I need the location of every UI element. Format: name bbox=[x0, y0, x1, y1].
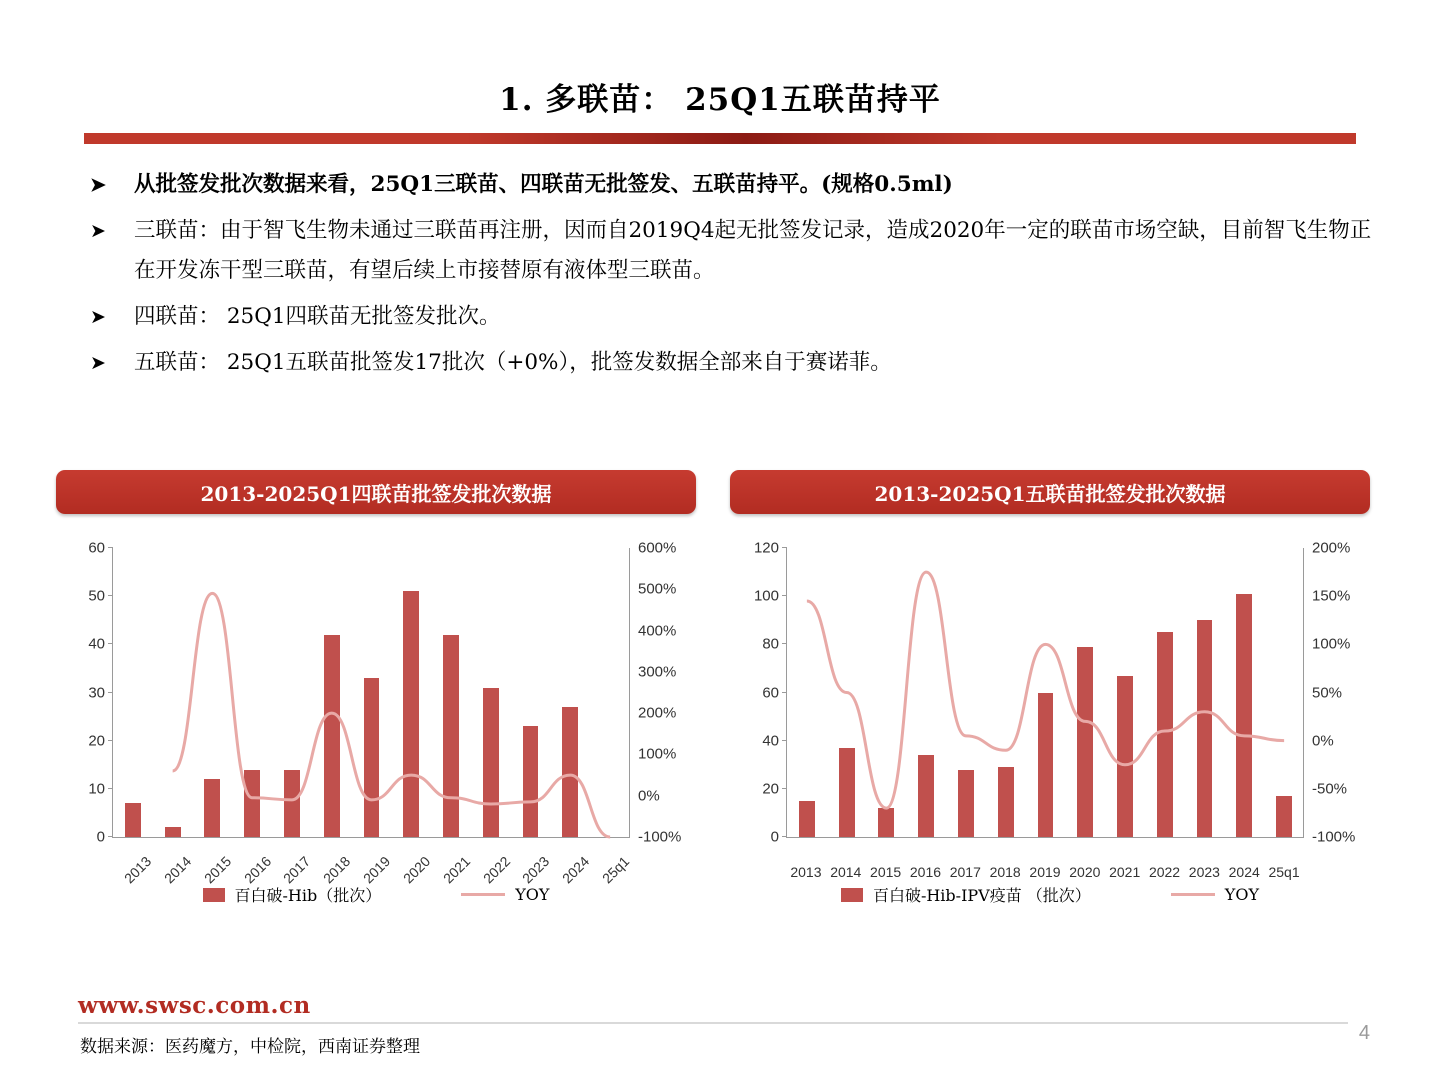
secondary-axis-tick-label: 100% bbox=[1312, 635, 1351, 653]
yoy-line bbox=[787, 548, 1304, 837]
list-item bbox=[78, 165, 1378, 205]
x-axis-tick-label: 2015 bbox=[870, 864, 902, 880]
chart-legend bbox=[730, 883, 1370, 906]
x-axis-tick-label: 2023 bbox=[1188, 864, 1220, 880]
x-axis-tick-label: 25q1 bbox=[1268, 864, 1300, 880]
chart-card-five-vaccine bbox=[730, 470, 1370, 905]
plot-region bbox=[753, 539, 1356, 846]
legend-item bbox=[841, 883, 1091, 906]
y-axis-tick-label: 120 bbox=[753, 539, 779, 557]
bullet-text: 四联苗： 25Q1四联苗无批签发批次。 bbox=[134, 304, 501, 329]
y-axis-tick-label: 40 bbox=[88, 635, 105, 653]
secondary-axis bbox=[629, 548, 630, 838]
x-axis-tick-label: 2016 bbox=[240, 852, 274, 887]
legend-label: 百白破-Hib-IPV疫苗 （批次） bbox=[872, 886, 1091, 905]
x-axis-tick-label: 2019 bbox=[1029, 864, 1061, 880]
x-axis-tick-label: 2017 bbox=[280, 852, 314, 887]
y-axis-tick-label: 100 bbox=[753, 587, 779, 605]
secondary-axis-tick-label: 50% bbox=[1312, 684, 1343, 701]
legend-swatch-line bbox=[461, 893, 505, 896]
x-axis-tick-label: 2024 bbox=[559, 852, 593, 887]
x-axis-tick-label: 2022 bbox=[1148, 864, 1181, 880]
x-axis-tick-label: 2022 bbox=[479, 852, 513, 887]
legend-item bbox=[203, 883, 382, 906]
x-axis-tick-label: 2023 bbox=[519, 852, 553, 887]
x-axis-tick-label: 25q1 bbox=[599, 852, 633, 887]
chart-area-right bbox=[730, 538, 1370, 905]
site-logo: www.swsc.com.cn bbox=[78, 992, 311, 1019]
x-axis-tick-label: 2013 bbox=[120, 852, 155, 887]
y-axis-tick-label: 0 bbox=[96, 828, 105, 846]
secondary-axis bbox=[1303, 548, 1304, 838]
secondary-axis-tick-label: -50% bbox=[1312, 780, 1348, 798]
bullet-list bbox=[78, 165, 1378, 389]
legend-label: YOY bbox=[515, 885, 550, 904]
legend-swatch-bar bbox=[841, 888, 863, 902]
legend-label: 百白破-Hib（批次） bbox=[234, 886, 382, 905]
y-axis-tick bbox=[782, 836, 787, 837]
x-axis-tick-label: 2017 bbox=[949, 864, 981, 880]
y-axis-tick-label: 60 bbox=[762, 684, 779, 701]
chart-area-left bbox=[56, 538, 696, 905]
x-axis-tick-label: 2015 bbox=[200, 852, 234, 887]
x-axis-tick-label: 2021 bbox=[1109, 864, 1141, 880]
data-source: 数据来源：医药魔方，中检院，西南证券整理 bbox=[80, 1037, 420, 1057]
x-axis-tick-label: 2024 bbox=[1228, 864, 1260, 880]
secondary-axis-tick-label: 0% bbox=[638, 787, 660, 805]
yoy-line bbox=[113, 548, 630, 837]
bullet-text: 三联苗：由于智飞生物未通过三联苗再注册，因而自2019Q4起无批签发记录，造成2020年一定的联苗市场空缺，目前智飞生物正在开发冻干型三联苗，有望后续上市接替原有液体型三联苗。 bbox=[134, 218, 1372, 283]
y-axis-tick bbox=[108, 836, 113, 837]
bullet-marker: ➤ bbox=[90, 306, 106, 328]
bullet-marker: ➤ bbox=[90, 174, 106, 196]
y-axis-tick bbox=[782, 643, 787, 644]
y-axis-tick bbox=[108, 788, 113, 789]
list-item bbox=[78, 211, 1378, 291]
secondary-axis-tick-label: -100% bbox=[1312, 828, 1356, 846]
list-item bbox=[78, 297, 1378, 337]
y-axis-tick bbox=[108, 643, 113, 644]
x-axis-labels bbox=[786, 864, 1304, 880]
x-axis-labels bbox=[112, 852, 633, 887]
y-axis-tick bbox=[782, 547, 787, 548]
x-axis-tick-label: 2019 bbox=[359, 852, 394, 887]
secondary-axis-tick-label: 400% bbox=[638, 622, 677, 640]
legend-item bbox=[1171, 885, 1259, 904]
page-title: 1. 多联苗： 25Q1五联苗持平 bbox=[499, 82, 941, 118]
y-axis-tick bbox=[782, 788, 787, 789]
y-axis-tick-label: 60 bbox=[88, 539, 105, 557]
y-axis-tick bbox=[782, 595, 787, 596]
y-axis-tick-label: 30 bbox=[88, 684, 105, 701]
y-axis-tick bbox=[108, 547, 113, 548]
y-axis-tick bbox=[108, 595, 113, 596]
secondary-axis-tick-label: 150% bbox=[1312, 587, 1351, 605]
legend-swatch-line bbox=[1171, 893, 1215, 896]
secondary-axis-tick-label: 200% bbox=[638, 704, 677, 722]
y-axis-tick-label: 20 bbox=[88, 732, 105, 750]
list-item bbox=[78, 343, 1378, 383]
x-axis-tick-label: 2013 bbox=[790, 864, 822, 880]
bullet-text: 五联苗： 25Q1五联苗批签发17批次（+0%），批签发数据全部来自于赛诺菲。 bbox=[134, 350, 892, 375]
x-axis-tick-label: 2021 bbox=[439, 852, 474, 887]
y-axis-tick bbox=[108, 692, 113, 693]
y-axis-tick-label: 10 bbox=[88, 780, 105, 798]
secondary-axis-tick-label: 200% bbox=[1312, 539, 1351, 557]
x-axis-tick-label: 2016 bbox=[909, 864, 942, 880]
x-axis-tick-label: 2020 bbox=[399, 852, 434, 887]
x-axis-tick-label: 2018 bbox=[989, 864, 1021, 880]
legend-label: YOY bbox=[1224, 885, 1260, 904]
secondary-axis-tick-label: 0% bbox=[1312, 732, 1334, 750]
page-number: 4 bbox=[1358, 1022, 1370, 1044]
x-axis-tick-label: 2014 bbox=[160, 852, 195, 887]
y-axis-tick-label: 20 bbox=[762, 780, 779, 798]
y-axis-tick-label: 50 bbox=[88, 587, 105, 605]
x-axis-tick-label: 2020 bbox=[1069, 864, 1101, 880]
chart-title: 2013-2025Q1五联苗批签发批次数据 bbox=[730, 470, 1370, 514]
y-axis-tick-label: 0 bbox=[770, 828, 779, 846]
chart-card-four-vaccine bbox=[56, 470, 696, 905]
secondary-axis-tick-label: -100% bbox=[638, 828, 682, 846]
bullet-marker: ➤ bbox=[90, 220, 106, 242]
secondary-axis-tick-label: 500% bbox=[638, 580, 677, 598]
y-axis-tick bbox=[782, 740, 787, 741]
y-axis-tick-label: 40 bbox=[762, 732, 779, 750]
legend-item bbox=[461, 885, 549, 904]
y-axis-tick bbox=[782, 692, 787, 693]
footer-divider bbox=[78, 1022, 1348, 1024]
chart-legend bbox=[56, 883, 696, 906]
secondary-axis-tick-label: 300% bbox=[638, 663, 677, 681]
title-divider bbox=[84, 133, 1356, 144]
bullet-text: 从批签发批次数据来看，25Q1三联苗、四联苗无批签发、五联苗持平。(规格0.5ml) bbox=[134, 172, 953, 197]
chart-title: 2013-2025Q1四联苗批签发批次数据 bbox=[56, 470, 696, 514]
bullet-marker: ➤ bbox=[90, 352, 106, 374]
secondary-axis-tick-label: 100% bbox=[638, 745, 677, 763]
y-axis-tick bbox=[108, 740, 113, 741]
secondary-axis-tick-label: 600% bbox=[638, 539, 677, 557]
x-axis-tick-label: 2018 bbox=[320, 852, 354, 887]
legend-swatch-bar bbox=[203, 888, 225, 902]
x-axis-tick-label: 2014 bbox=[830, 864, 862, 880]
y-axis-tick-label: 80 bbox=[762, 635, 779, 653]
plot-region bbox=[88, 539, 682, 846]
